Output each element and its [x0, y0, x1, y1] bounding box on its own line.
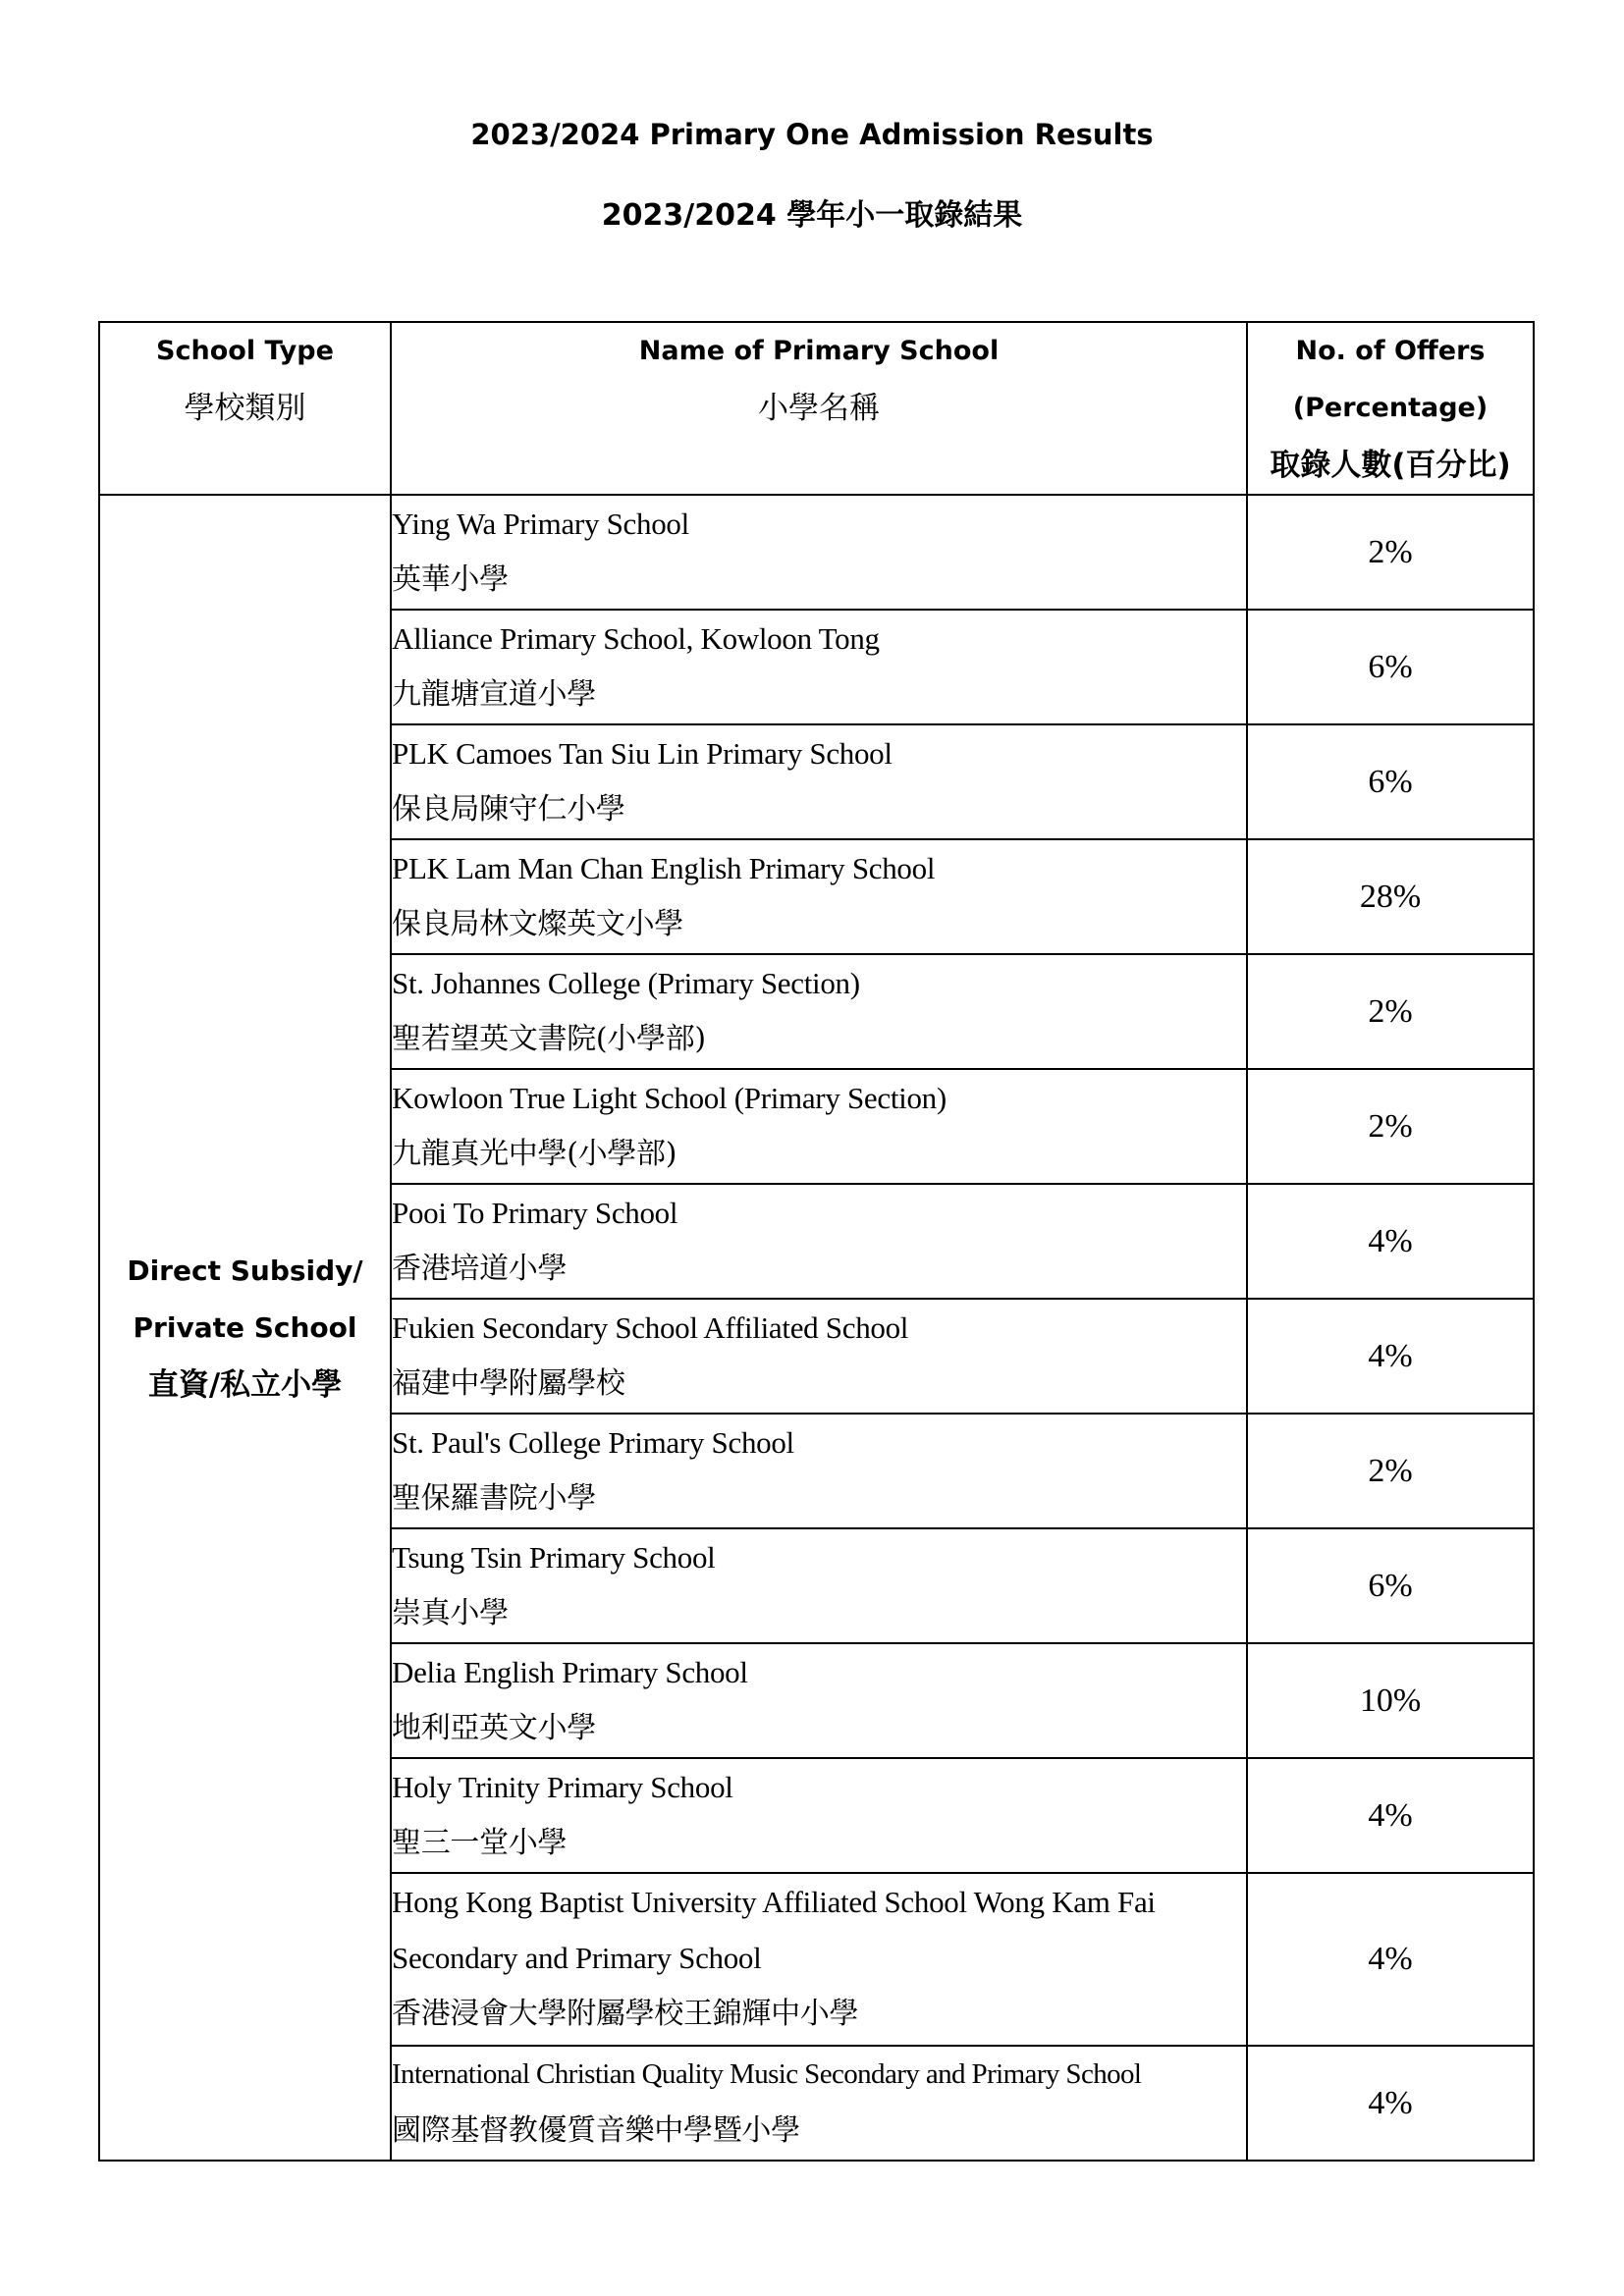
school-name-en: Alliance Primary School, Kowloon Tong — [392, 621, 880, 656]
school-name-en: Tsung Tsin Primary School — [392, 1540, 716, 1575]
school-name-cell — [391, 1069, 1247, 1184]
header-school-name — [391, 322, 1247, 495]
header-offers — [1247, 322, 1534, 495]
school-type-en-line2: Private School — [133, 1310, 357, 1344]
school-name-en: International Christian Quality Music Secondary and Primary School — [392, 2058, 1142, 2090]
school-name-zh: 英華小學 — [392, 562, 509, 597]
school-name-en-line1: Hong Kong Baptist University Affiliated School Wong Kam Fai — [392, 1885, 1156, 1919]
school-name-zh: 福建中學附屬學校 — [392, 1366, 625, 1401]
school-type-en-line1: Direct Subsidy/ — [127, 1254, 363, 1287]
school-name-zh: 九龍塘宣道小學 — [392, 677, 596, 712]
school-name-en-line2: Secondary and Primary School — [392, 1941, 762, 1975]
school-name-en: St. Johannes College (Primary Section) — [392, 966, 860, 1000]
school-name-en: PLK Camoes Tan Siu Lin Primary School — [392, 736, 893, 771]
school-name-en: Delia English Primary School — [392, 1655, 748, 1689]
school-name-cell — [391, 724, 1247, 839]
header-offers-percentage: (Percentage) — [1292, 393, 1489, 423]
school-name-cell — [391, 1414, 1247, 1528]
header-offers-en: No. of Offers — [1295, 336, 1486, 366]
offers-cell: 4% — [1247, 1873, 1534, 2046]
header-school-type — [99, 322, 391, 495]
school-name-zh: 國際基督教優質音樂中學暨小學 — [392, 2113, 800, 2148]
school-name-zh: 聖若望英文書院(小學部) — [392, 1022, 706, 1056]
school-name-zh: 保良局陳守仁小學 — [392, 792, 625, 827]
school-name-zh: 聖三一堂小學 — [392, 1826, 568, 1860]
table-header-row — [99, 322, 1534, 495]
school-name-cell — [391, 839, 1247, 954]
header-school-name-zh: 小學名稱 — [758, 391, 880, 426]
school-name-zh: 香港浸會大學附屬學校王錦輝中小學 — [392, 1997, 859, 2031]
school-name-en: Fukien Secondary School Affiliated School — [392, 1310, 909, 1345]
school-name-zh: 聖保羅書院小學 — [392, 1481, 596, 1516]
offers-cell: 4% — [1247, 1299, 1534, 1414]
school-name-zh: 地利亞英文小學 — [392, 1711, 596, 1745]
document-title-chinese: 2023/2024 學年小一取錄結果 — [601, 198, 1023, 233]
school-name-cell — [391, 495, 1247, 610]
offers-cell: 28% — [1247, 839, 1534, 954]
offers-cell: 4% — [1247, 2046, 1534, 2161]
admission-results-table — [98, 321, 1535, 2162]
school-name-cell — [391, 2046, 1247, 2161]
offers-cell: 2% — [1247, 1069, 1534, 1184]
table-row — [99, 495, 1534, 610]
school-type-cell — [99, 495, 391, 2161]
school-name-en: Holy Trinity Primary School — [392, 1770, 733, 1804]
header-offers-zh: 取錄人數(百分比) — [1270, 448, 1511, 483]
school-name-cell — [391, 1528, 1247, 1643]
offers-cell: 6% — [1247, 724, 1534, 839]
school-name-en: Kowloon True Light School (Primary Section) — [392, 1081, 947, 1115]
offers-cell: 4% — [1247, 1184, 1534, 1299]
school-name-cell — [391, 1299, 1247, 1414]
school-type-zh: 直資/私立小學 — [147, 1366, 343, 1403]
offers-cell: 10% — [1247, 1643, 1534, 1758]
offers-cell: 6% — [1247, 1528, 1534, 1643]
school-name-en: St. Paul's College Primary School — [392, 1425, 794, 1460]
offers-cell: 4% — [1247, 1758, 1534, 1873]
header-school-name-en: Name of Primary School — [638, 336, 1000, 366]
school-name-cell — [391, 1184, 1247, 1299]
school-name-cell — [391, 1643, 1247, 1758]
school-name-en: Pooi To Primary School — [392, 1196, 678, 1230]
document-title: 2023/2024 Primary One Admission Results — [470, 118, 1154, 151]
offers-cell: 6% — [1247, 610, 1534, 724]
offers-cell: 2% — [1247, 954, 1534, 1069]
school-name-en: PLK Lam Man Chan English Primary School — [392, 851, 936, 885]
school-name-cell — [391, 954, 1247, 1069]
school-name-zh: 保良局林文燦英文小學 — [392, 907, 683, 941]
header-school-type-en: School Type — [156, 336, 334, 366]
school-name-zh: 香港培道小學 — [392, 1252, 568, 1286]
school-name-cell — [391, 610, 1247, 724]
school-name-zh: 九龍真光中學(小學部) — [392, 1137, 677, 1171]
school-name-zh: 崇真小學 — [392, 1596, 509, 1630]
offers-cell: 2% — [1247, 1414, 1534, 1528]
offers-cell: 2% — [1247, 495, 1534, 610]
header-school-type-zh: 學校類別 — [184, 391, 306, 426]
school-name-cell — [391, 1758, 1247, 1873]
school-name-cell — [391, 1873, 1247, 2046]
school-name-en: Ying Wa Primary School — [392, 507, 689, 541]
